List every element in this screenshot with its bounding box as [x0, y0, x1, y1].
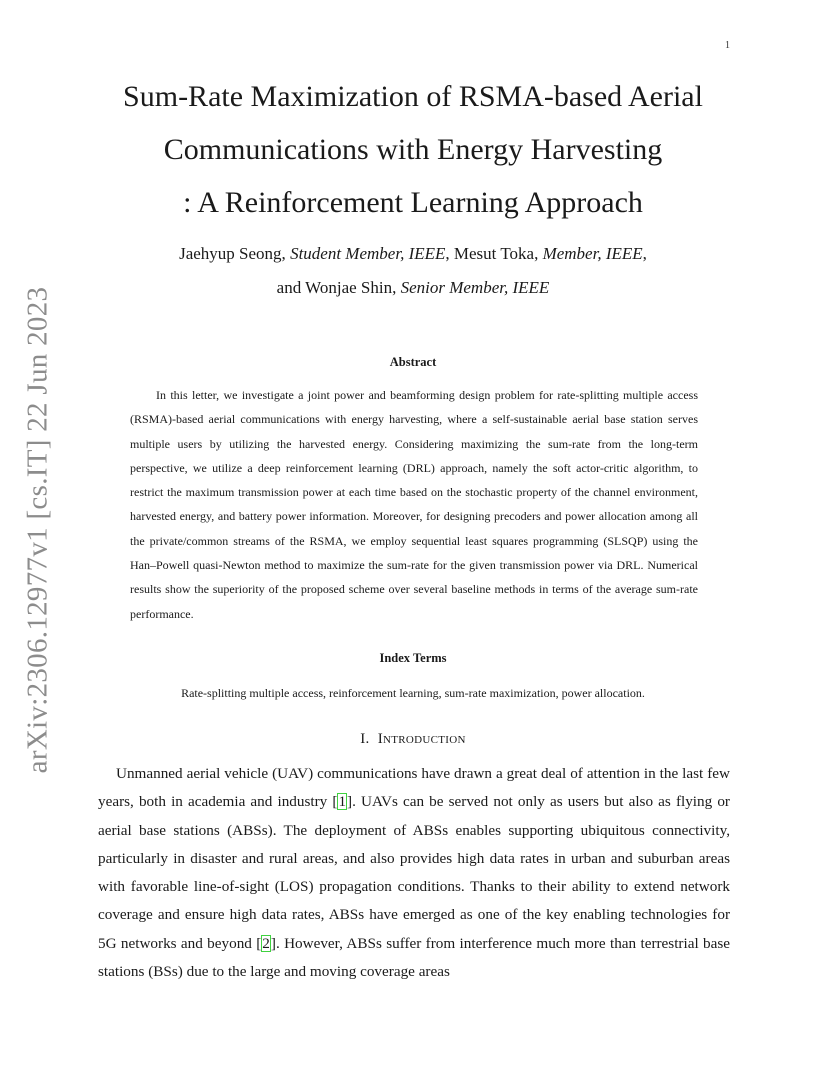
title-line-1: Sum-Rate Maximization of RSMA-based Aerial [123, 80, 703, 113]
introduction-paragraph [98, 760, 730, 986]
intro-text-part-2: . UAVs can be served not only as users but also as flying or aerial base stations (ABSs). The deployment of ABSs enables supporting ubiquitous connectivity, particularly in disaster and rural areas, and also provides high data rates in urban and suburban areas with favorable line-of-sight (LOS) propagation conditions. Thanks to their ability to extend network coverage and ensure high data rates, ABSs have emerged as one of the key enabling technologies for 5G networks and beyond [98, 793, 730, 952]
author-1-role: Student Member, IEEE [290, 244, 446, 263]
page-number: 1 [725, 40, 730, 51]
intro-text-part-1: Unmanned aerial vehicle (UAV) communications have drawn a great deal of attention in the last few years, both in academia and industry [98, 765, 730, 811]
intro-text-part-3: . However, ABSs suffer from interference much more than terrestrial base stations (BSs) due to the large and moving coverage areas [98, 934, 730, 981]
section-number: I. [360, 731, 370, 747]
author-list [98, 237, 728, 305]
citation-number-1[interactable]: 1 [338, 793, 347, 811]
section-heading-introduction [98, 731, 728, 748]
title-line-3: : A Reinforcement Learning Approach [183, 186, 643, 219]
author-2-name: , Mesut Toka, [445, 244, 543, 263]
section-title: Introduction [377, 731, 466, 747]
author-line-1 [98, 237, 728, 271]
index-terms-text: Rate-splitting multiple access, reinforcement learning, sum-rate maximization, power allocation. [181, 686, 645, 700]
author-2-role: Member, IEEE [542, 244, 643, 263]
citation-number-2[interactable]: 2 [262, 934, 270, 952]
paper-title [98, 70, 728, 229]
citation-link-1[interactable]: [1] [332, 793, 353, 811]
arxiv-identifier: arXiv:2306.12977v1 [cs.IT] 22 Jun 2023 [21, 286, 54, 774]
citation-link-2[interactable]: [2] [256, 934, 276, 952]
abstract-text: In this letter, we investigate a joint power and beamforming design problem for rate-splitting multiple access (RSMA)-based aerial communications with energy harvesting, where a self-sustainable aerial base station serves multiple users by utilizing the harvested energy. Considering maximizing the sum-rate from the long-term perspective, we utilize a deep reinforcement learning (DRL) approach, namely the soft actor-critic algorithm, to restrict the maximum transmission power at each time based on the stochastic property of the channel environment, harvested energy, and battery power information. Moreover, for designing precoders and power allocation among all the private/common streams of the RSMA, we employ sequential least squares programming (SLSQP) using the Han–Powell quasi-Newton method to maximize the sum-rate for the given transmission power via DRL. Numerical results show the superiority of the proposed scheme over several baseline methods in terms of the average sum-rate performance. [130, 388, 698, 621]
author-1-name: Jaehyup Seong, [179, 244, 291, 263]
title-line-2: Communications with Energy Harvesting [163, 133, 663, 166]
abstract-heading: Abstract [389, 355, 437, 369]
author-line-2 [98, 271, 728, 305]
author-3-role: Senior Member, IEEE [400, 278, 550, 297]
author-separator: , [642, 244, 647, 263]
index-terms-heading: Index Terms [379, 651, 447, 665]
author-3-name: and Wonjae Shin, [276, 278, 401, 297]
